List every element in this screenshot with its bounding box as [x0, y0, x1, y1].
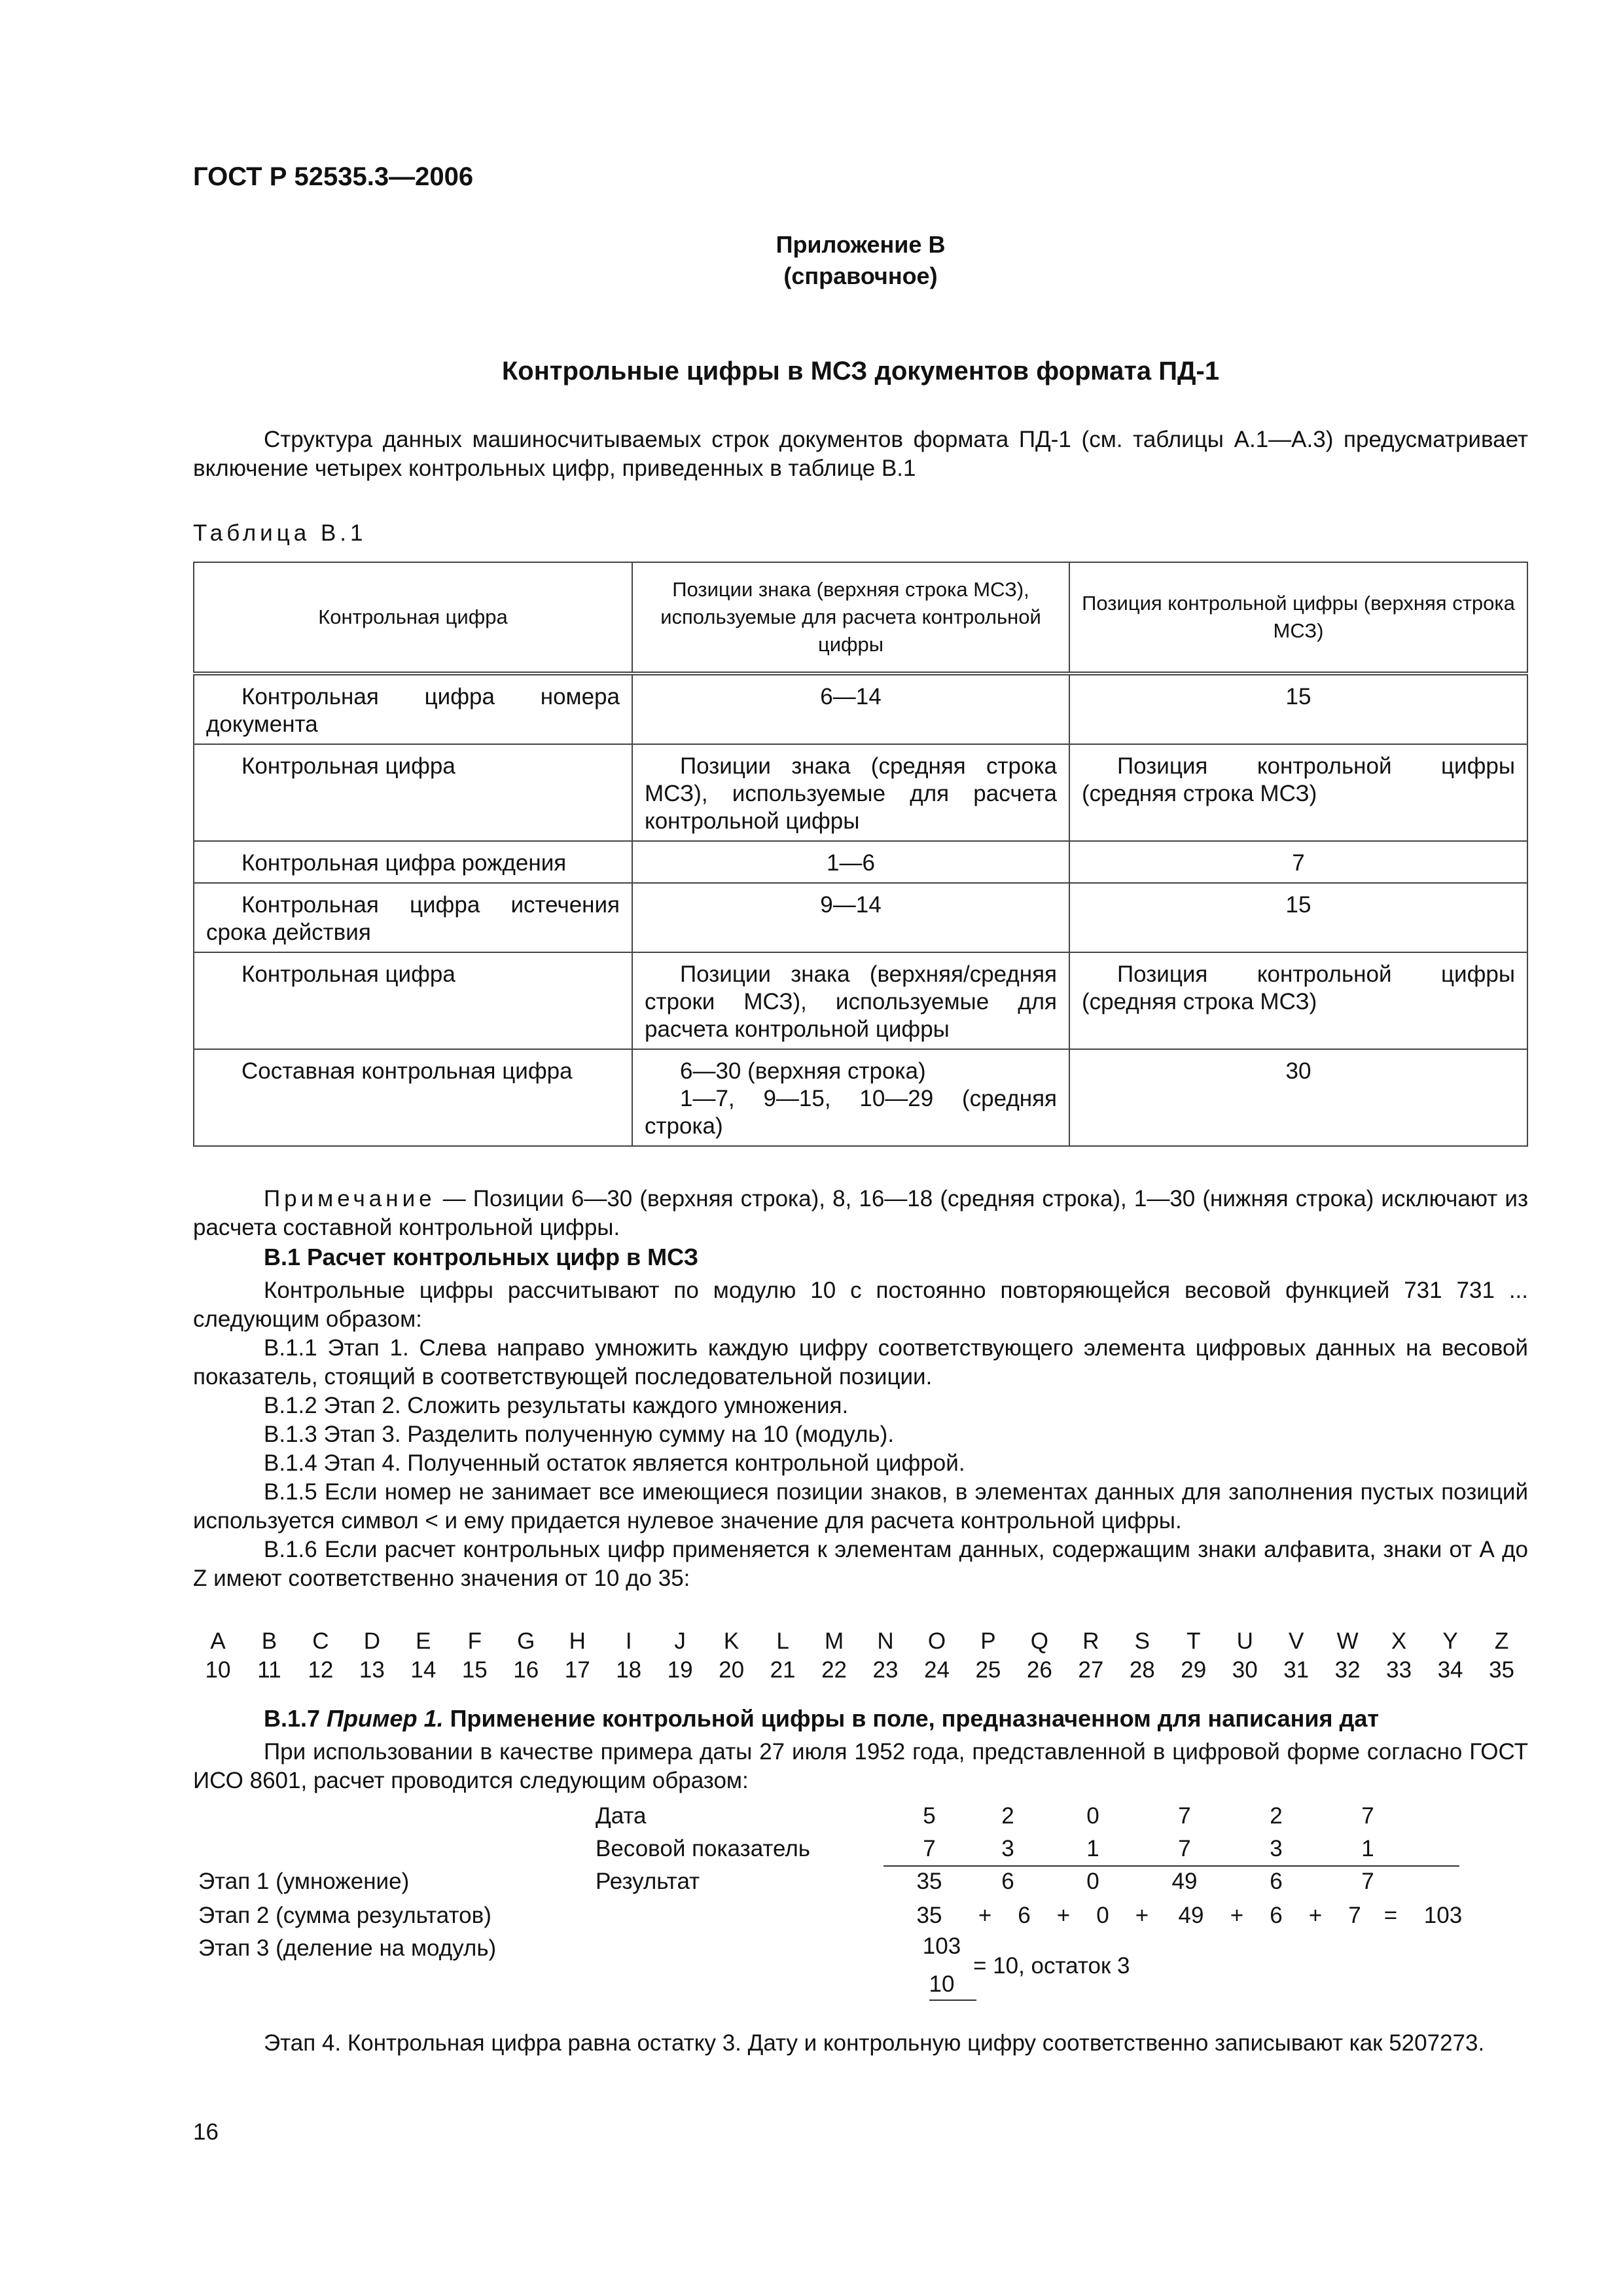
weight-digit: 3: [1270, 1836, 1283, 1861]
alphabet-letter: Q: [1030, 1628, 1048, 1654]
alphabet-value: 11: [257, 1657, 281, 1683]
alphabet-value: 13: [359, 1657, 385, 1683]
paragraph: В.1.1 Этап 1. Слева направо умножить каждую цифру соответствующего элемента цифровых данных на весовой показатель, стоящий в соответствующей последовательной позиции.: [193, 1335, 1528, 1390]
alphabet-value: 24: [923, 1657, 950, 1683]
sum-term: +: [1230, 1903, 1244, 1928]
alphabet-letter: L: [776, 1628, 789, 1654]
appendix-kind: (справочное): [783, 262, 938, 289]
date-digit: 7: [1178, 1803, 1191, 1829]
table-row: [194, 744, 1527, 841]
sum-term: 6: [1018, 1903, 1031, 1928]
alphabet-value: 14: [410, 1657, 437, 1683]
step3-label: Этап 3 (деление на модуль): [198, 1935, 497, 1961]
alphabet-value: 12: [308, 1657, 334, 1683]
alphabet-letter: K: [723, 1628, 740, 1654]
sum-term: +: [978, 1903, 992, 1928]
table-cell: Позиции знака (верхняя/средняя строки МСЗ), используемые для расчета контрольной цифры: [645, 961, 1057, 1042]
table-header-row: [194, 562, 1527, 673]
alphabet-letter: S: [1134, 1628, 1150, 1654]
standard-code: ГОСТ Р 52535.3—2006: [193, 162, 474, 191]
table-cell: Контрольная цифра истечения срока действия: [206, 892, 620, 945]
date-digit: 0: [1086, 1803, 1099, 1829]
section-title: Контрольные цифры в МСЗ документов формата ПД-1: [501, 357, 1220, 386]
fraction-denominator: 10: [929, 1971, 955, 1997]
alphabet-values-row: [193, 1657, 1528, 1686]
alphabet-value: 17: [564, 1657, 590, 1683]
fraction-numerator: 103: [922, 1933, 961, 1959]
alphabet-value: 29: [1181, 1657, 1207, 1683]
alphabet-value: 31: [1283, 1657, 1310, 1683]
paragraph: В.1.5 Если номер не занимает все имеющиеся позиции знаков, в элементах данных для заполнения пустых позиций используется символ < и ему придается нулевое значение для расчета контрольной цифры.: [193, 1479, 1528, 1534]
table-label: Таблица В.1: [193, 520, 367, 546]
alphabet-letter: I: [625, 1628, 632, 1654]
step2-label: Этап 2 (сумма результатов): [198, 1903, 491, 1928]
alphabet-value: 35: [1489, 1657, 1514, 1683]
result-value: 7: [1361, 1869, 1374, 1894]
alphabet-letter: M: [824, 1628, 844, 1654]
example-title: [264, 1705, 1379, 1732]
alphabet-letter: Y: [1442, 1628, 1458, 1654]
alphabet-values-table: [193, 1628, 1528, 1686]
date-digit: 2: [1270, 1803, 1283, 1829]
alphabet-letters-row: [193, 1628, 1528, 1657]
table-cell: Позиция контрольной цифры (средняя строка МСЗ): [1082, 961, 1515, 1014]
alphabet-letter: B: [261, 1628, 277, 1654]
weight-label: Весовой показатель: [596, 1836, 811, 1861]
subsection-title: В.1 Расчет контрольных цифр в МСЗ: [264, 1244, 699, 1270]
alphabet-value: 23: [872, 1657, 899, 1683]
sum-term: 6: [1270, 1903, 1283, 1928]
table-cell: Контрольная цифра: [241, 961, 455, 987]
table-header: Позиции знака (верхняя строка МСЗ), используемые для расчета контрольной цифры: [632, 562, 1069, 673]
alphabet-value: 34: [1437, 1657, 1463, 1683]
alphabet-value: 18: [616, 1657, 642, 1683]
alphabet-letter: O: [927, 1628, 946, 1654]
calculation-rule: [883, 1865, 1459, 1867]
paragraph: В.1.4 Этап 4. Полученный остаток является контрольной цифрой.: [264, 1450, 965, 1476]
table-cell: 1—6: [827, 850, 875, 876]
table-row: [194, 1049, 1527, 1146]
alphabet-value: 15: [461, 1657, 488, 1683]
calculation-example: [193, 1803, 1528, 2000]
table-row: [194, 952, 1527, 1049]
date-label: Дата: [596, 1803, 647, 1829]
alphabet-letter: J: [674, 1628, 686, 1654]
example-paragraph: При использовании в качестве примера даты 27 июля 1952 года, представленной в цифровой форме согласно ГОСТ ИСО 8601, расчет проводится следующим образом:: [193, 1739, 1528, 1793]
alphabet-letter: A: [210, 1628, 226, 1654]
alphabet-value: 20: [719, 1657, 745, 1683]
table-cell-line: 6—30 (верхняя строка): [680, 1058, 926, 1084]
alphabet-value: 26: [1026, 1657, 1052, 1683]
step1-label: Этап 1 (умножение): [198, 1869, 410, 1894]
result-value: 6: [1001, 1869, 1014, 1894]
alphabet-letter: N: [877, 1628, 894, 1654]
table-cell: Составная контрольная цифра: [241, 1058, 573, 1084]
table-row: [194, 841, 1527, 883]
table-cell: Контрольная цифра рождения: [241, 850, 567, 876]
result-value: 35: [916, 1869, 942, 1894]
alphabet-value: 19: [667, 1657, 693, 1683]
sum-term: 103: [1423, 1903, 1463, 1928]
result-value: 0: [1086, 1869, 1099, 1894]
date-digit: 5: [923, 1803, 936, 1829]
alphabet-value: 22: [821, 1657, 847, 1683]
division-result: = 10, остаток 3: [973, 1953, 1130, 1979]
appendix-heading: [193, 229, 1528, 292]
example-heading: Применение контрольной цифры в поле, предназначенном для написания дат: [443, 1705, 1380, 1732]
table-cell: 7: [1292, 850, 1305, 876]
alphabet-letter: T: [1186, 1628, 1201, 1654]
result-value: 49: [1171, 1869, 1198, 1894]
paragraph: Контрольные цифры рассчитывают по модулю 10 с постоянно повторяющейся весовой функцией 731 731 ... следующим образом:: [193, 1278, 1528, 1332]
alphabet-letter: D: [363, 1628, 381, 1654]
date-digit: 7: [1361, 1803, 1374, 1829]
alphabet-value: 25: [975, 1657, 1001, 1683]
example-number: В.1.7: [264, 1705, 327, 1732]
note-text: — Позиции 6—30 (верхняя строка), 8, 16—18 (средняя строка), 1—30 (нижняя строка) исключают из расчета составной контрольной цифры.: [193, 1186, 1528, 1240]
alphabet-value: 16: [513, 1657, 539, 1683]
weight-digit: 7: [1178, 1836, 1191, 1861]
sum-term: 0: [1096, 1903, 1109, 1928]
sum-term: 35: [916, 1903, 942, 1928]
alphabet-value: 10: [205, 1657, 231, 1683]
note-label: Примечание: [264, 1186, 436, 1211]
alphabet-letter: C: [312, 1628, 329, 1654]
table-cell-line: 1—7, 9—15, 10—29 (средняя строка): [645, 1086, 1057, 1139]
weight-digit: 1: [1086, 1836, 1099, 1861]
paragraph: В.1.6 Если расчет контрольных цифр применяется к элементам данных, содержащим знаки алфавита, знаки от А до Z имеют соответственно значения от 10 до 35:: [193, 1537, 1528, 1591]
alphabet-value: 33: [1386, 1657, 1412, 1683]
alphabet-letter: W: [1336, 1628, 1359, 1654]
alphabet-value: 21: [770, 1657, 796, 1683]
sum-term: 49: [1178, 1903, 1204, 1928]
result-label: Результат: [596, 1869, 700, 1894]
sum-term: +: [1056, 1903, 1071, 1928]
table-header: Контрольная цифра: [194, 562, 632, 673]
sum-term: +: [1308, 1903, 1323, 1928]
alphabet-letter: X: [1391, 1628, 1407, 1654]
alphabet-value: 28: [1129, 1657, 1155, 1683]
check-digits-table: [193, 562, 1528, 1147]
example-label: Пример 1.: [327, 1705, 444, 1732]
alphabet-letter: F: [467, 1628, 482, 1654]
alphabet-letter: Z: [1494, 1628, 1509, 1654]
paragraph: В.1.2 Этап 2. Сложить результаты каждого умножения.: [264, 1393, 849, 1418]
table-note: [193, 1185, 1528, 1242]
table-cell: Позиции знака (средняя строка МСЗ), используемые для расчета контрольной цифры: [645, 753, 1057, 834]
alphabet-letter: V: [1289, 1628, 1304, 1654]
page-number: 16: [193, 2119, 219, 2145]
sum-term: =: [1383, 1903, 1398, 1928]
alphabet-value: 30: [1232, 1657, 1258, 1683]
table-header: Позиция контрольной цифры (верхняя строка МСЗ): [1069, 562, 1527, 673]
result-value: 6: [1270, 1869, 1283, 1894]
alphabet-value: 32: [1334, 1657, 1361, 1683]
weight-digit: 7: [923, 1836, 936, 1861]
table-cell: Позиция контрольной цифры (средняя строка МСЗ): [1082, 753, 1515, 806]
date-digit: 2: [1001, 1803, 1014, 1829]
table-row: [194, 673, 1527, 744]
alphabet-letter: U: [1236, 1628, 1253, 1654]
weight-digit: 1: [1361, 1836, 1374, 1861]
table-cell: 15: [1285, 684, 1311, 709]
alphabet-value: 27: [1078, 1657, 1104, 1683]
table-cell: Контрольная цифра: [241, 753, 455, 779]
table-row: [194, 883, 1527, 952]
paragraph: В.1.3 Этап 3. Разделить полученную сумму на 10 (модуль).: [264, 1422, 895, 1447]
fraction-line: [929, 2000, 976, 2001]
sum-term: +: [1135, 1903, 1149, 1928]
table-cell: 6—14: [820, 684, 882, 709]
table-cell: 9—14: [820, 892, 882, 918]
step4-paragraph: Этап 4. Контрольная цифра равна остатку 3. Дату и контрольную цифру соответственно записывают как 5207273.: [264, 2030, 1485, 2056]
intro-paragraph: Структура данных машиносчитываемых строк документов формата ПД-1 (см. таблицы А.1—А.3) предусматривает включение четырех контрольных цифр, приведенных в таблице В.1: [193, 427, 1528, 481]
alphabet-letter: E: [416, 1628, 431, 1654]
table-cell: 30: [1285, 1058, 1311, 1084]
alphabet-letter: H: [569, 1628, 586, 1654]
alphabet-letter: R: [1082, 1628, 1099, 1654]
table-cell: Контрольная цифра номера документа: [206, 684, 620, 737]
sum-term: 7: [1348, 1903, 1361, 1928]
weight-digit: 3: [1001, 1836, 1014, 1861]
alphabet-letter: G: [517, 1628, 535, 1654]
alphabet-letter: P: [980, 1628, 996, 1654]
appendix-title: Приложение В: [776, 231, 946, 258]
table-cell: 15: [1285, 892, 1311, 918]
subsection-body: [193, 1276, 1528, 1593]
